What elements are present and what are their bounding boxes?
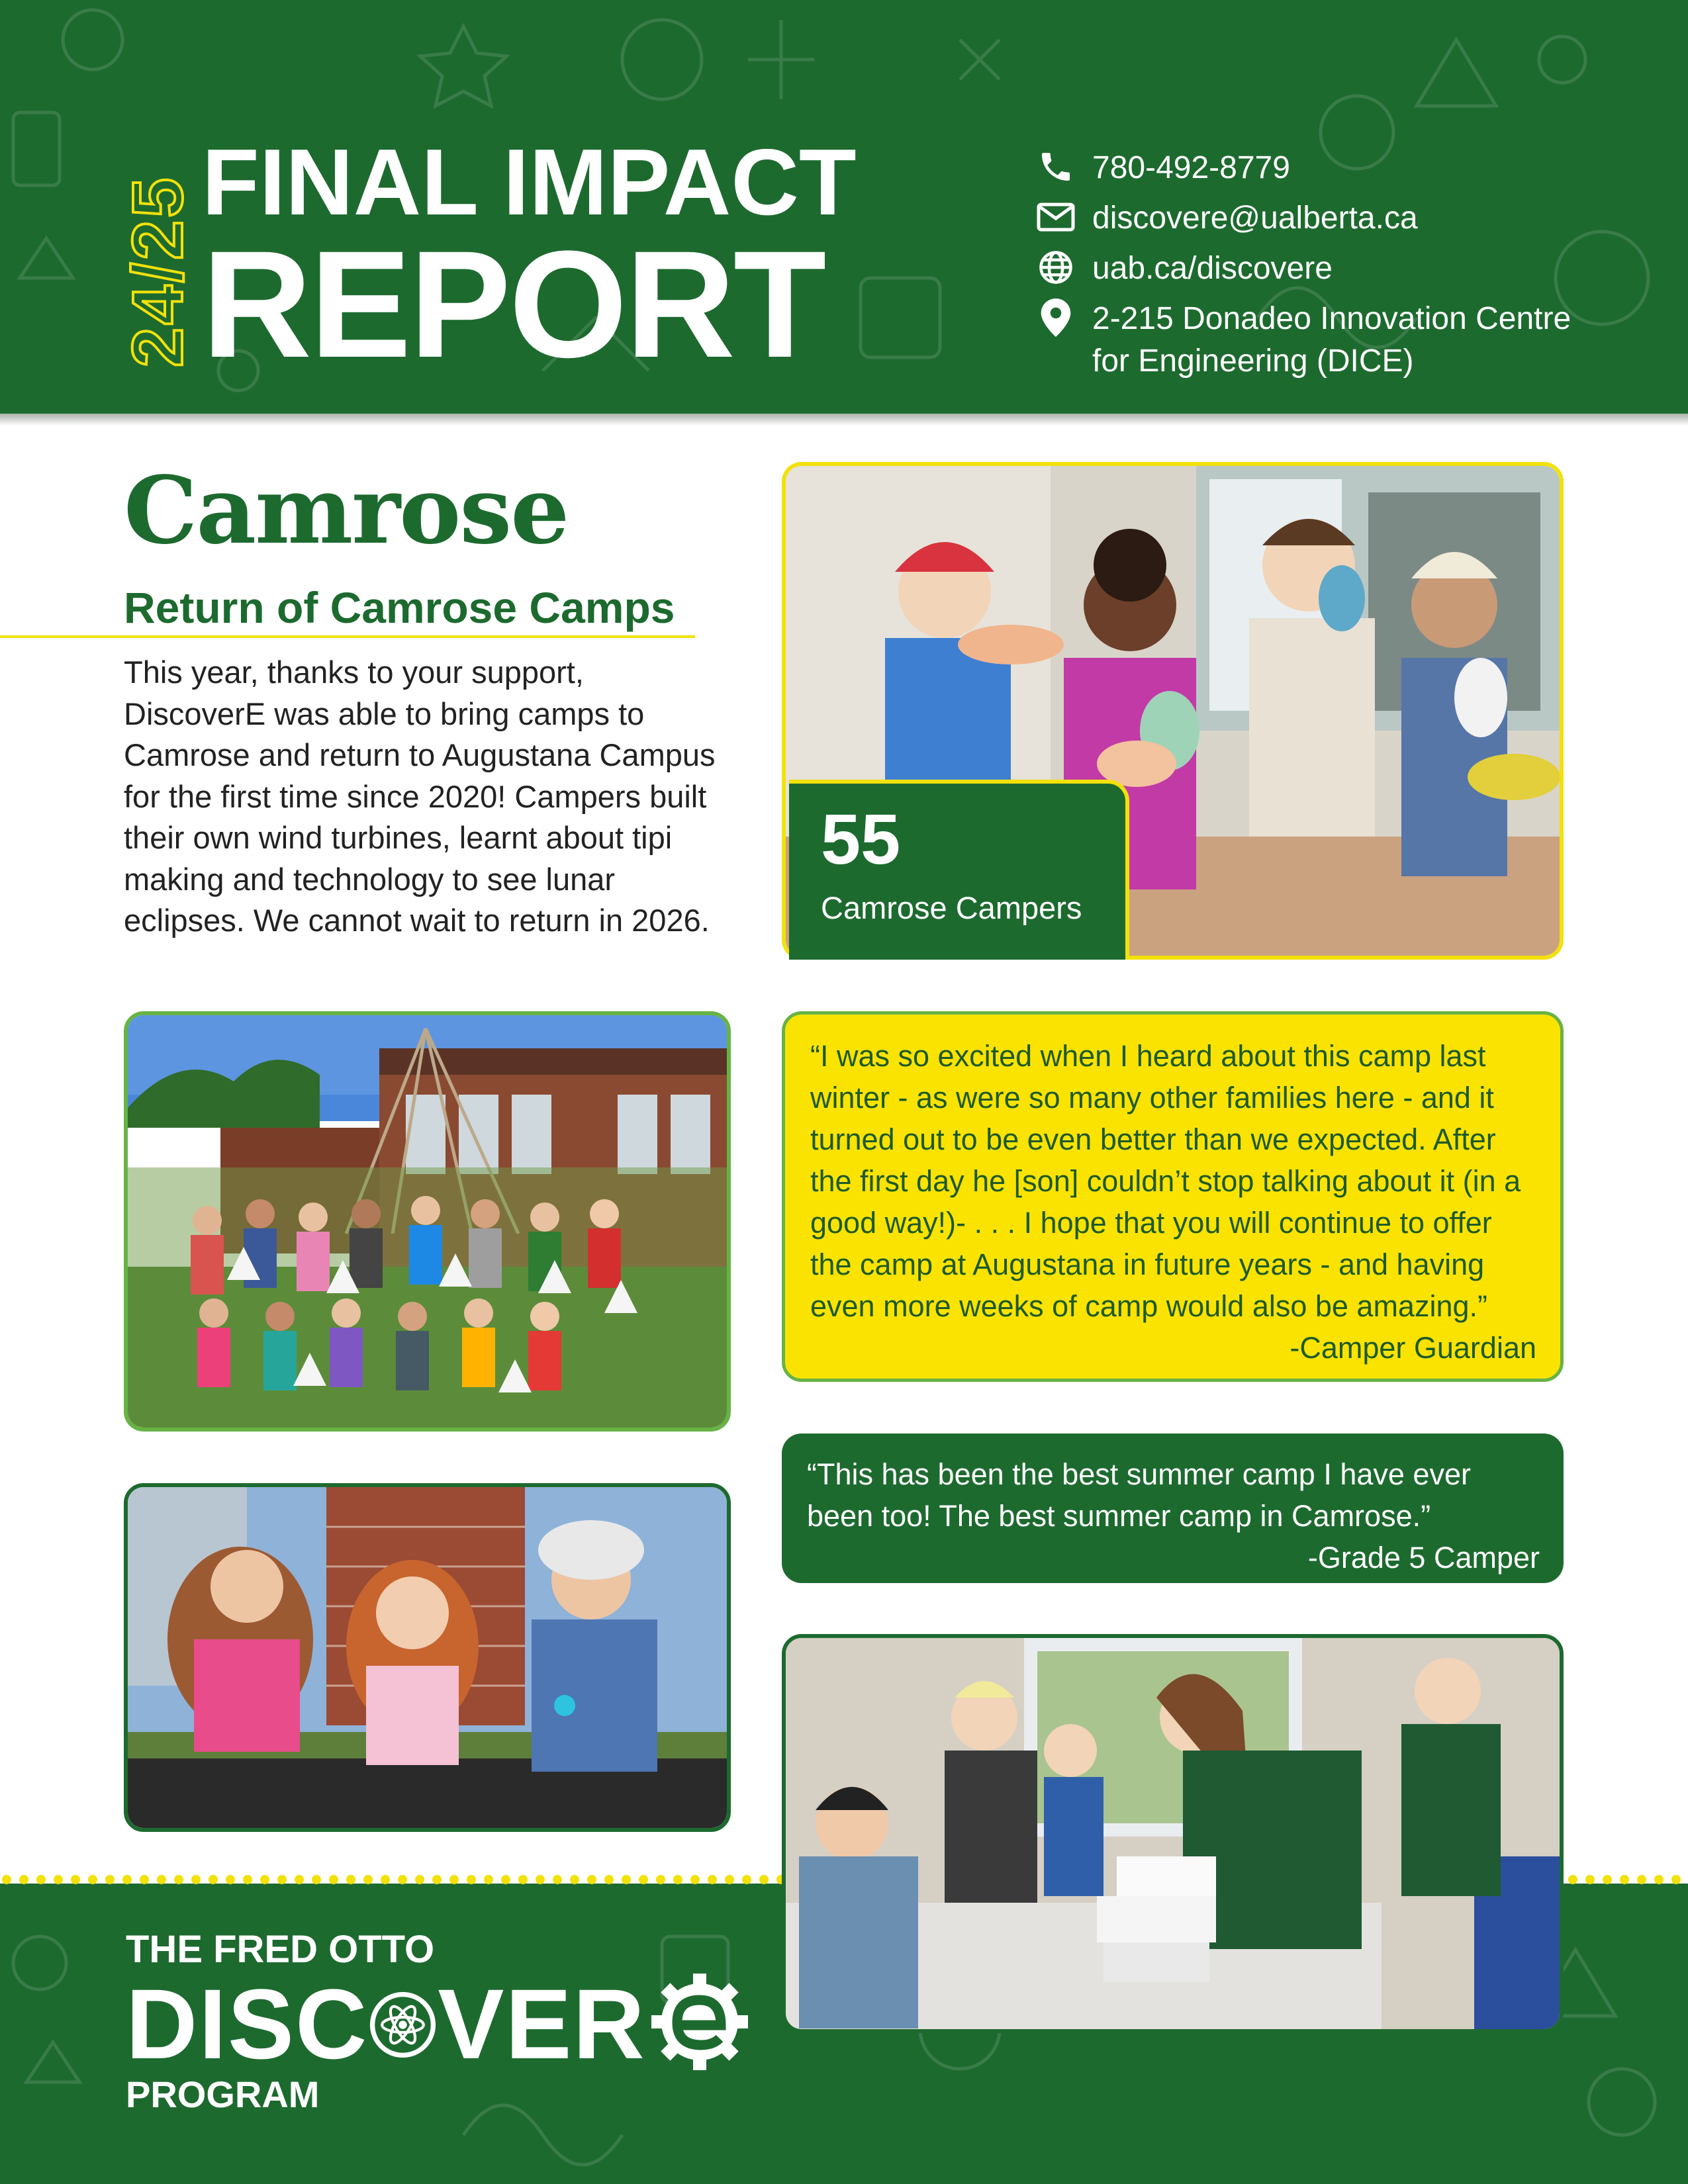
section-subheading: Return of Camrose Camps <box>124 583 675 632</box>
report-year: 24/25 <box>117 175 197 367</box>
footer-dot <box>1654 1875 1664 1884</box>
footer-dot <box>191 1875 201 1884</box>
footer-dot <box>536 1875 545 1884</box>
website-link[interactable]: uab.ca/discovere <box>1092 251 1333 286</box>
footer-dot <box>2 1875 11 1884</box>
footer-dot <box>1637 1875 1646 1884</box>
footer-dot <box>1671 1875 1681 1884</box>
footer-dot <box>346 1875 355 1884</box>
footer-dot <box>1585 1875 1595 1884</box>
footer-dot <box>19 1875 28 1884</box>
photo-tipi-group <box>124 1011 731 1432</box>
footer-dot <box>71 1875 80 1884</box>
address-line1: 2-215 Donadeo Innovation Centre <box>1092 301 1571 336</box>
footer-dot <box>226 1875 235 1884</box>
contact-website <box>1036 248 1632 290</box>
tipi-group-illustration <box>128 1015 727 1428</box>
footer-dot <box>312 1875 321 1884</box>
footer-dot <box>449 1875 459 1884</box>
footer-dot <box>553 1875 562 1884</box>
footer-dot <box>295 1875 304 1884</box>
footer-dot <box>243 1875 252 1884</box>
footer-dot <box>1620 1875 1629 1884</box>
footer-dot <box>140 1875 149 1884</box>
footer-dot <box>656 1875 665 1884</box>
report-title-line1: FINAL IMPACT <box>202 130 857 235</box>
footer-dot <box>122 1875 132 1884</box>
email-icon <box>1036 197 1076 237</box>
footer-dot <box>604 1875 614 1884</box>
stat-label: Camrose Campers <box>821 890 1082 925</box>
address-text <box>1092 298 1571 383</box>
stat-card <box>789 780 1129 960</box>
footer-dot <box>381 1875 390 1884</box>
contact-address <box>1036 298 1632 383</box>
footer-dot <box>708 1875 717 1884</box>
footer-dot <box>673 1875 682 1884</box>
location-pin-icon <box>1036 298 1076 338</box>
stat-number: 55 <box>821 799 901 879</box>
logo-word-disc: DISC <box>126 1968 369 2079</box>
phone-icon <box>1036 147 1076 187</box>
quote-camper <box>782 1433 1564 1583</box>
footer-dot <box>587 1875 596 1884</box>
contact-phone <box>1036 147 1632 189</box>
footer-dot <box>363 1875 373 1884</box>
email-address[interactable]: discovere@ualberta.ca <box>1092 201 1418 236</box>
footer-dot <box>209 1875 218 1884</box>
footer-dot <box>398 1875 407 1884</box>
logo-word-ver: VER <box>438 1968 646 2079</box>
footer-dot <box>432 1875 442 1884</box>
quote-guardian-text: “I was so excited when I heard about this camp last winter - as were so many other families here - and it turned out to be even better than we expected. After the first day he [son] couldn’t stop talking about it (in a good way!)- . . . I hope that you will continue to offer the camp at Augustana in future years - and having even more weeks of camp would also be amazing.” <box>810 1039 1521 1323</box>
footer-line3: PROGRAM <box>126 2073 320 2115</box>
footer-line1: THE FRED OTTO <box>126 1928 435 1971</box>
address-line2: for Engineering (DICE) <box>1092 343 1414 379</box>
quote-camper-text: “This has been the best summer camp I have ever been too! The best summer camp in Camrose.” <box>807 1457 1471 1533</box>
footer-dot <box>759 1875 769 1884</box>
section-body: This year, thanks to your support, DiscoverE was able to bring camps to Camrose and return to Augustana Campus for the first time since 2020! Campers built their own wind turbines, learnt about tipi making and technology to see lunar eclipses. We cannot wait to return in 2026. <box>124 655 716 938</box>
footer-dot <box>690 1875 700 1884</box>
footer-dot <box>36 1875 46 1884</box>
footer-dot <box>174 1875 183 1884</box>
footer-dot <box>742 1875 751 1884</box>
footer-dot <box>105 1875 115 1884</box>
subheading-underline <box>0 635 695 638</box>
globe-icon <box>1036 248 1076 287</box>
place-heading: Camrose <box>124 457 569 565</box>
footer-dot <box>484 1875 493 1884</box>
quote-guardian <box>782 1011 1564 1382</box>
footer-dot <box>88 1875 97 1884</box>
footer-dot <box>1603 1875 1612 1884</box>
counselor-demo-illustration <box>786 1638 1560 2029</box>
footer-dot <box>622 1875 631 1884</box>
header-shadow <box>0 414 1688 426</box>
report-title-line2: REPORT <box>202 219 825 389</box>
atom-icon <box>368 1981 438 2060</box>
footer-dot <box>467 1875 476 1884</box>
discovere-logo <box>126 1968 749 2079</box>
footer-dot <box>725 1875 734 1884</box>
footer-dot <box>570 1875 579 1884</box>
footer-dot <box>639 1875 648 1884</box>
footer-dot <box>518 1875 528 1884</box>
footer-dot <box>329 1875 338 1884</box>
campers-crafting-illustration <box>128 1487 727 1828</box>
photo-counselor-demo <box>782 1634 1564 2033</box>
gear-e-icon <box>650 1972 749 2071</box>
footer-dot <box>157 1875 166 1884</box>
phone-number[interactable]: 780-492-8779 <box>1092 150 1290 185</box>
footer-dot <box>277 1875 287 1884</box>
footer-dot <box>415 1875 424 1884</box>
footer-dot <box>260 1875 269 1884</box>
quote-camper-attribution: -Grade 5 Camper <box>1307 1541 1540 1574</box>
contact-email <box>1036 197 1632 240</box>
photo-campers-crafting <box>124 1483 731 1832</box>
quote-guardian-attribution: -Camper Guardian <box>1289 1331 1536 1365</box>
footer-dot <box>54 1875 63 1884</box>
footer-dot <box>501 1875 510 1884</box>
footer-dot <box>1568 1875 1577 1884</box>
